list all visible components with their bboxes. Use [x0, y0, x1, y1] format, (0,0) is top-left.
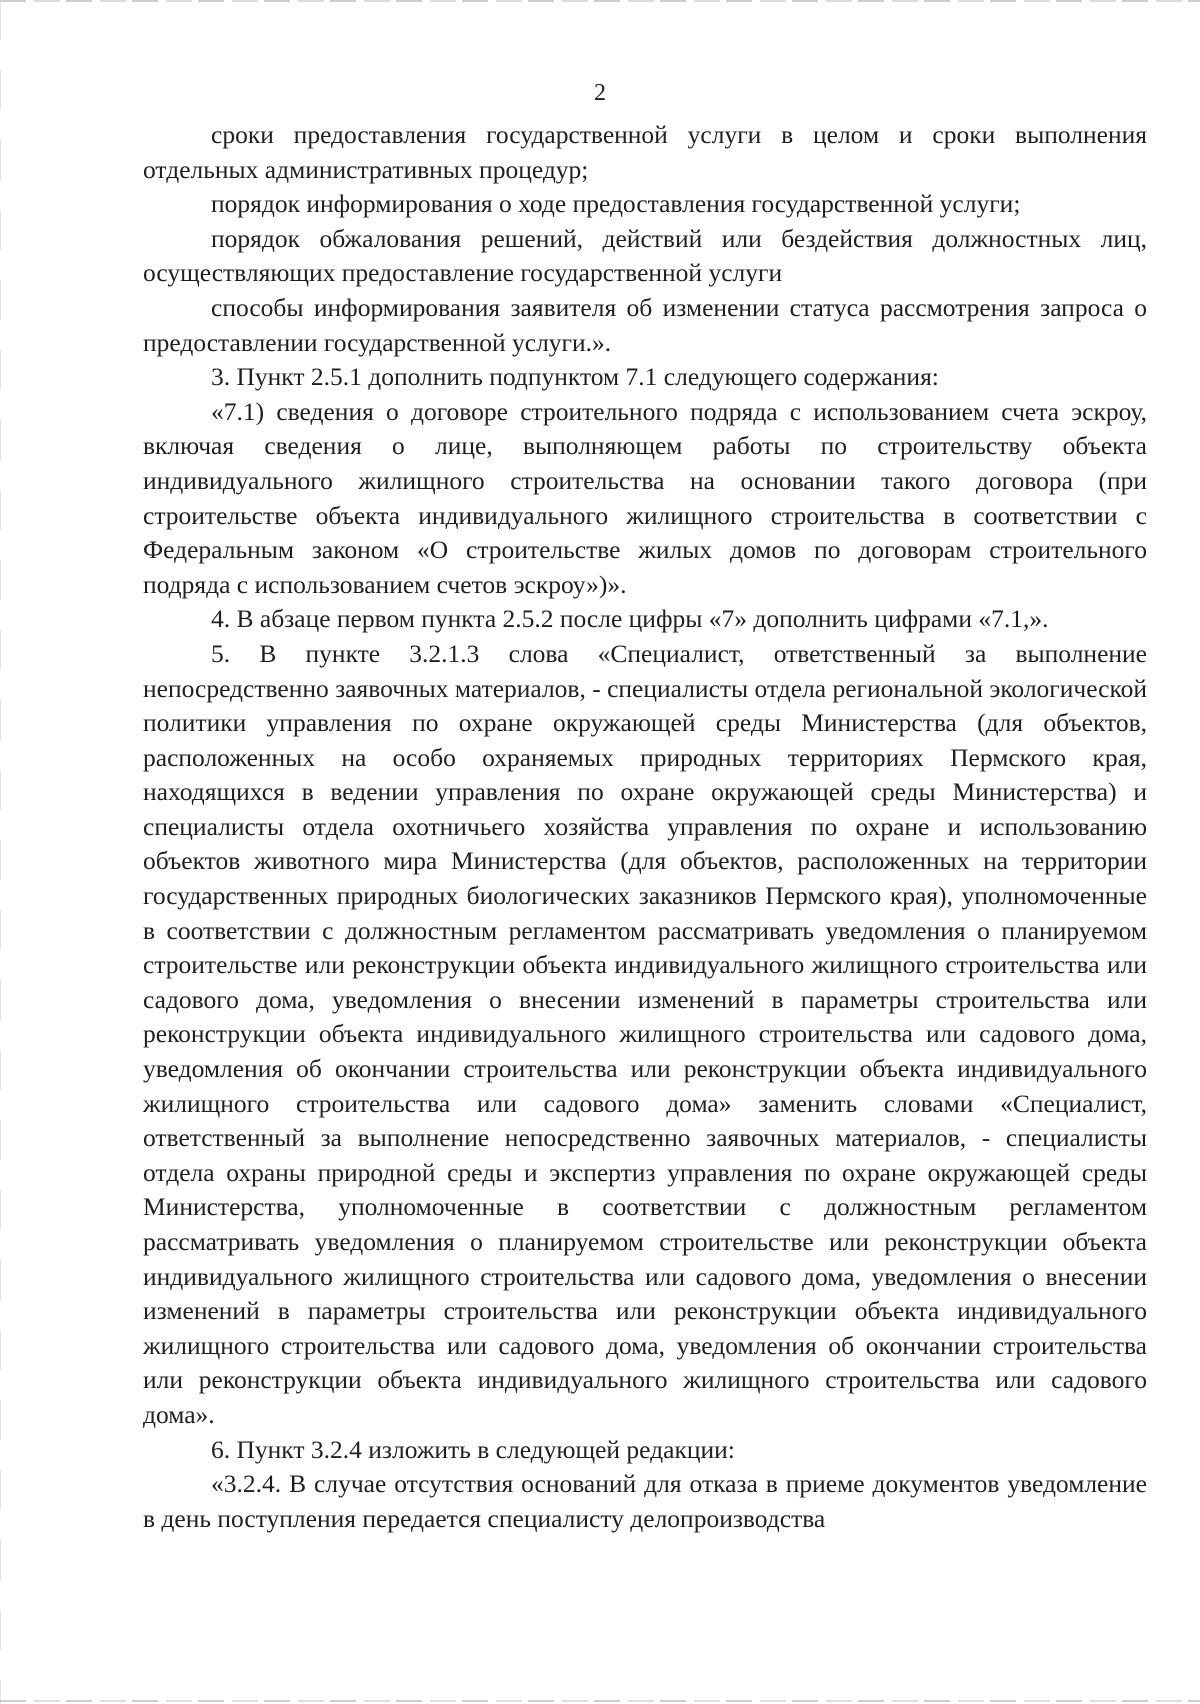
paragraph-item-6: 6. Пункт 3.2.4 изложить в следующей редакции:: [211, 1434, 735, 1464]
scan-edge-left: [0, 0, 1, 1704]
paragraph-appeal-procedure: порядок обжалования решений, действий или бездействия должностных лиц, осуществляющих предоставление государственной услуги: [143, 223, 1147, 288]
paragraph-item-3: 3. Пункт 2.5.1 дополнить подпунктом 7.1 следующего содержания:: [211, 362, 939, 392]
page-number: 2: [594, 80, 606, 106]
paragraph-informing-progress: порядок информирования о ходе предоставления государственной услуги;: [211, 189, 1021, 219]
paragraph-status-informing: способы информирования заявителя об изменении статуса рассмотрения запроса о предоставлении государственной услуги.».: [143, 292, 1147, 357]
paragraph-item-5: 5. В пункте 3.2.1.3 слова «Специалист, ответственный за выполнение непосредственно заявочных материалов, - специалисты отдела региональной экологической политики управления по охране окружающей среды Министерства (для объектов, расположенных на особо охраняемых природных территориях Пермского края, находящихся в ведении управления по охране окружающей среды Министерства) и специалисты отдела охотничьего хозяйства управления по охране и использованию объектов животного мира Министерства (для объектов, расположенных на территории государственных природных биологических заказников Пермского края), уполномоченные в соответствии с должностным регламентом рассматривать уведомления о планируемом строительстве или реконструкции объекта индивидуального жилищного строительства или садового дома, уведомления о внесении изменений в параметры строительства или реконструкции объекта индивидуального жилищного строительства или садового дома, уведомления об окончании строительства или реконструкции объекта индивидуального жилищного строительства или садового дома» заменить словами «Специалист, ответственный за выполнение непосредственно заявочных материалов, - специалисты отдела охраны природной среды и экспертиз управления по охране окружающей среды Министерства, уполномоченные в соответствии с должностным регламентом рассматривать уведомления о планируемом строительстве или реконструкции объекта индивидуального жилищного строительства или садового дома, уведомления о внесении изменений в параметры строительства или реконструкции объекта индивидуального жилищного строительства или садового дома, уведомления об окончании строительства или реконструкции объекта индивидуального жилищного строительства или садового дома».: [143, 638, 1147, 1429]
document-body: [143, 118, 1147, 1536]
paragraph-item-4: 4. В абзаце первом пункта 2.5.2 после цифры «7» дополнить цифрами «7.1,».: [211, 604, 1049, 634]
scan-edge-top: [0, 0, 1200, 2]
paragraph-deadlines: сроки предоставления государственной услуги в целом и сроки выполнения отдельных административных процедур;: [143, 120, 1147, 184]
paragraph-subitem-7-1: «7.1) сведения о договоре строительного подряда с использованием счета эскроу, включая сведения о лице, выполняющем работы по строительству объекта индивидуального жилищного строительства на основании такого договора (при строительстве объекта индивидуального жилищного строительства в соответствии с Федеральным законом «О строительстве жилых домов по договорам строительного подряда с использованием счетов эскроу»)».: [143, 396, 1147, 599]
paragraph-3-2-4: «3.2.4. В случае отсутствия оснований для отказа в приеме документов уведомление в день поступления передается специалисту делопроизводства: [143, 1469, 1147, 1533]
scan-edge-bottom: [0, 1700, 1200, 1702]
